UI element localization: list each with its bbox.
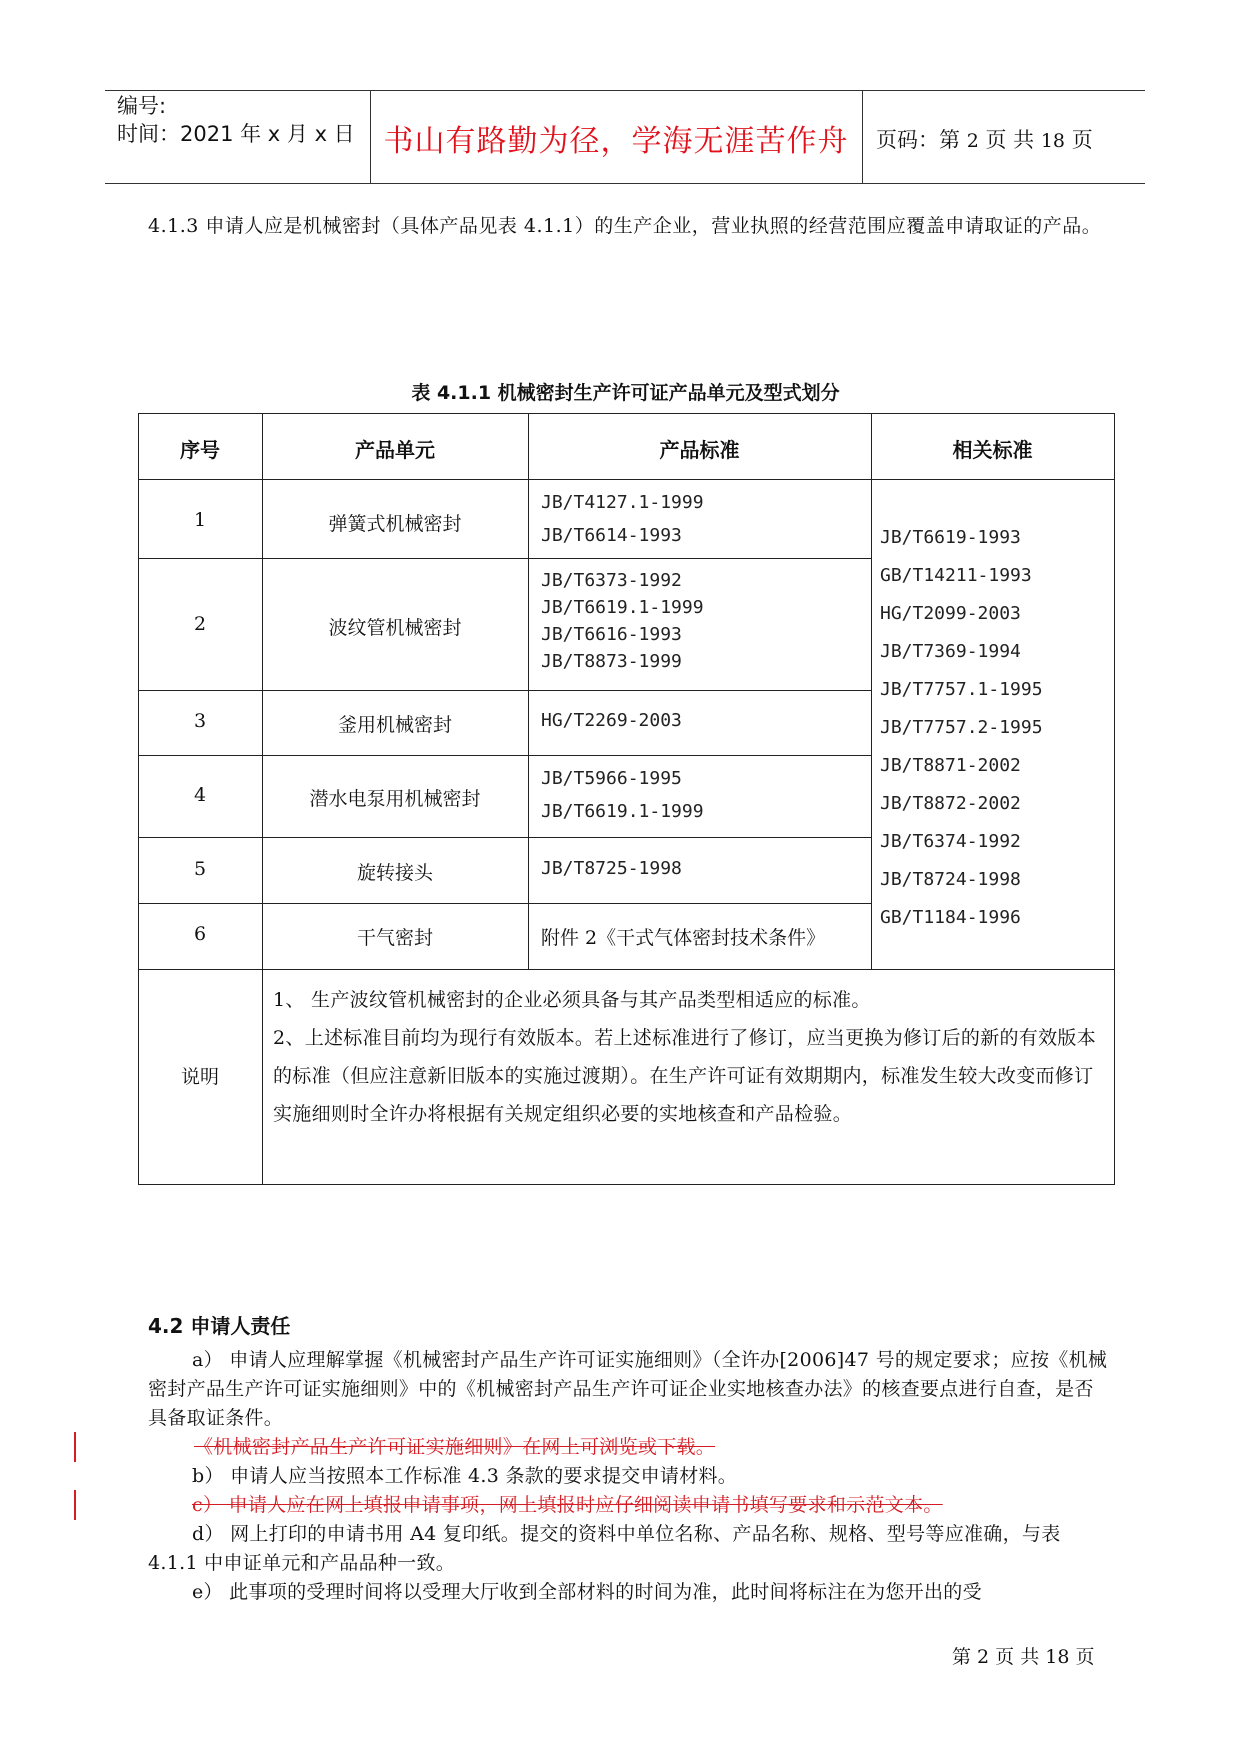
table-rule	[138, 837, 871, 838]
col-header-standard: 产品标准	[659, 438, 740, 462]
page-suffix: 页	[1071, 128, 1093, 152]
standard-code: JB/T8725-1998	[541, 858, 682, 879]
table-cell-unit: 旋转接头	[356, 862, 433, 884]
standard-code: JB/T6616-1993	[541, 624, 682, 645]
note-text	[273, 981, 1108, 1133]
table-cell-no: 1	[193, 509, 207, 531]
col-header-no: 序号	[180, 438, 220, 462]
standard-code: HG/T2269-2003	[541, 710, 682, 731]
note-label: 说明	[180, 1066, 219, 1088]
header-page-info	[876, 124, 1093, 154]
table-cell-unit: 干气密封	[356, 927, 433, 949]
table-rule	[1114, 413, 1115, 1185]
document-number-label: 编号:	[117, 94, 167, 118]
header-divider-right	[862, 91, 863, 184]
table-cell-no: 4	[193, 784, 207, 806]
table-cell-standards	[541, 923, 825, 950]
related-standard: JB/T8724-1998	[880, 869, 1021, 890]
page-footer: 第 2 页 共 18 页	[952, 1646, 1095, 1668]
table-cell-standards	[541, 567, 704, 675]
header-top-rule	[105, 90, 1145, 91]
product-unit-table	[138, 413, 1115, 1185]
related-standard: JB/T8872-2002	[880, 793, 1021, 814]
related-standard: JB/T7757.2-1995	[880, 717, 1043, 738]
table-rule	[138, 903, 871, 904]
header-left-block	[117, 92, 355, 148]
table-rule	[138, 690, 871, 691]
table-rule	[528, 413, 529, 970]
table-rule	[138, 479, 1115, 480]
col-header-related: 相关标准	[952, 438, 1033, 462]
table-cell-unit: 弹簧式机械密封	[328, 513, 462, 535]
related-standard: GB/T14211-1993	[880, 565, 1032, 586]
responsibility-item-b: b） 申请人应当按照本工作标准 4.3 条款的要求提交申请材料。	[192, 1465, 738, 1487]
page-mid: 页 共	[985, 128, 1035, 152]
table-cell-unit: 波纹管机械密封	[328, 617, 462, 639]
page-total: 18	[1040, 130, 1066, 152]
table-rule	[871, 413, 872, 970]
table-cell-unit: 潜水电泵用机械密封	[309, 788, 481, 810]
related-standard: JB/T7369-1994	[880, 641, 1021, 662]
table-cell-standards	[541, 489, 704, 549]
table-rule	[138, 969, 1115, 970]
table-cell-standards	[541, 858, 682, 880]
table-rule	[138, 413, 1115, 414]
related-standards-list	[880, 519, 1043, 937]
table-caption: 表 4.1.1 机械密封生产许可证产品单元及型式划分	[411, 382, 840, 404]
responsibility-item-e: e） 此事项的受理时间将以受理大厅收到全部材料的时间为准，此时间将标注在为您开出的受	[192, 1581, 982, 1603]
standard-code: JB/T5966-1995	[541, 768, 682, 789]
deleted-text-line: 《机械密封产品生产许可证实施细则》在网上可浏览或下载。	[194, 1436, 716, 1458]
table-cell-unit: 釜用机械密封	[337, 714, 452, 736]
related-standard: JB/T6619-1993	[880, 527, 1021, 548]
table-rule	[138, 755, 871, 756]
responsibility-item-a: a） 申请人应理解掌握《机械密封产品生产许可证实施细则》（全许办[2006]47 号的规定要求；应按《机械密封产品生产许可证实施细则》中的《机械密封产品生产许可证企业实地核查办法》的核查要点进行自查，是否具备取证条件。	[148, 1349, 1108, 1429]
responsibility-item-d: d） 网上打印的申请书用 A4 复印纸。提交的资料中单位名称、产品名称、规格、型号等应准确，与表 4.1.1 中申证单元和产品品种一致。	[148, 1523, 1061, 1574]
related-standard: JB/T8871-2002	[880, 755, 1021, 776]
deleted-item-c: c） 申请人应在网上填报申请事项，网上填报时应仔细阅读申请书填写要求和示范文本。	[192, 1494, 943, 1516]
page-prefix: 页码：第	[876, 128, 960, 152]
related-standard: JB/T6374-1992	[880, 831, 1021, 852]
table-cell-standards	[541, 710, 682, 732]
standard-code: JB/T6614-1993	[541, 525, 682, 546]
header-divider-left	[370, 91, 371, 184]
table-cell-no: 2	[193, 613, 207, 635]
header-motto: 书山有路勤为径，学海无涯苦作舟	[383, 124, 849, 159]
revision-bar	[74, 1432, 76, 1462]
section-heading: 4.2 申请人责任	[148, 1314, 291, 1338]
table-cell-standards	[541, 765, 704, 825]
related-standard: GB/T1184-1996	[880, 907, 1021, 928]
standard-code: JB/T6619.1-1999	[541, 801, 704, 822]
note-item-1: 1、 生产波纹管机械密封的企业必须具备与其产品类型相适应的标准。	[273, 989, 871, 1011]
clause-4-1-3: 4.1.3 申请人应是机械密封（具体产品见表 4.1.1）的生产企业，营业执照的经营范围应覆盖申请取证的产品。	[148, 215, 1102, 237]
table-cell-no: 6	[193, 923, 207, 945]
table-cell-no: 5	[193, 858, 207, 880]
standard-code: JB/T4127.1-1999	[541, 492, 704, 513]
document-time: 时间：2021 年 x 月 x 日	[117, 122, 355, 146]
standard-code: JB/T6619.1-1999	[541, 597, 704, 618]
table-rule	[138, 558, 871, 559]
note-item-2: 2、上述标准目前均为现行有效版本。若上述标准进行了修订，应当更换为修订后的新的有效版本的标准（但应注意新旧版本的实施过渡期）。在生产许可证有效期期内，标准发生较大改变而修订实施细则时全许办将根据有关规定组织必要的实地核查和产品检验。	[273, 1027, 1096, 1125]
standard-code: JB/T8873-1999	[541, 651, 682, 672]
related-standard: JB/T7757.1-1995	[880, 679, 1043, 700]
table-cell-no: 3	[193, 710, 207, 732]
header-bottom-rule	[105, 183, 1145, 184]
related-standard: HG/T2099-2003	[880, 603, 1021, 624]
col-header-unit: 产品单元	[355, 438, 435, 462]
revision-bar	[74, 1490, 76, 1520]
standard-code: JB/T6373-1992	[541, 570, 682, 591]
standard-attachment: 附件 2《干式气体密封技术条件》	[541, 927, 826, 949]
table-rule	[138, 1184, 1115, 1185]
page-number: 2	[966, 130, 979, 152]
